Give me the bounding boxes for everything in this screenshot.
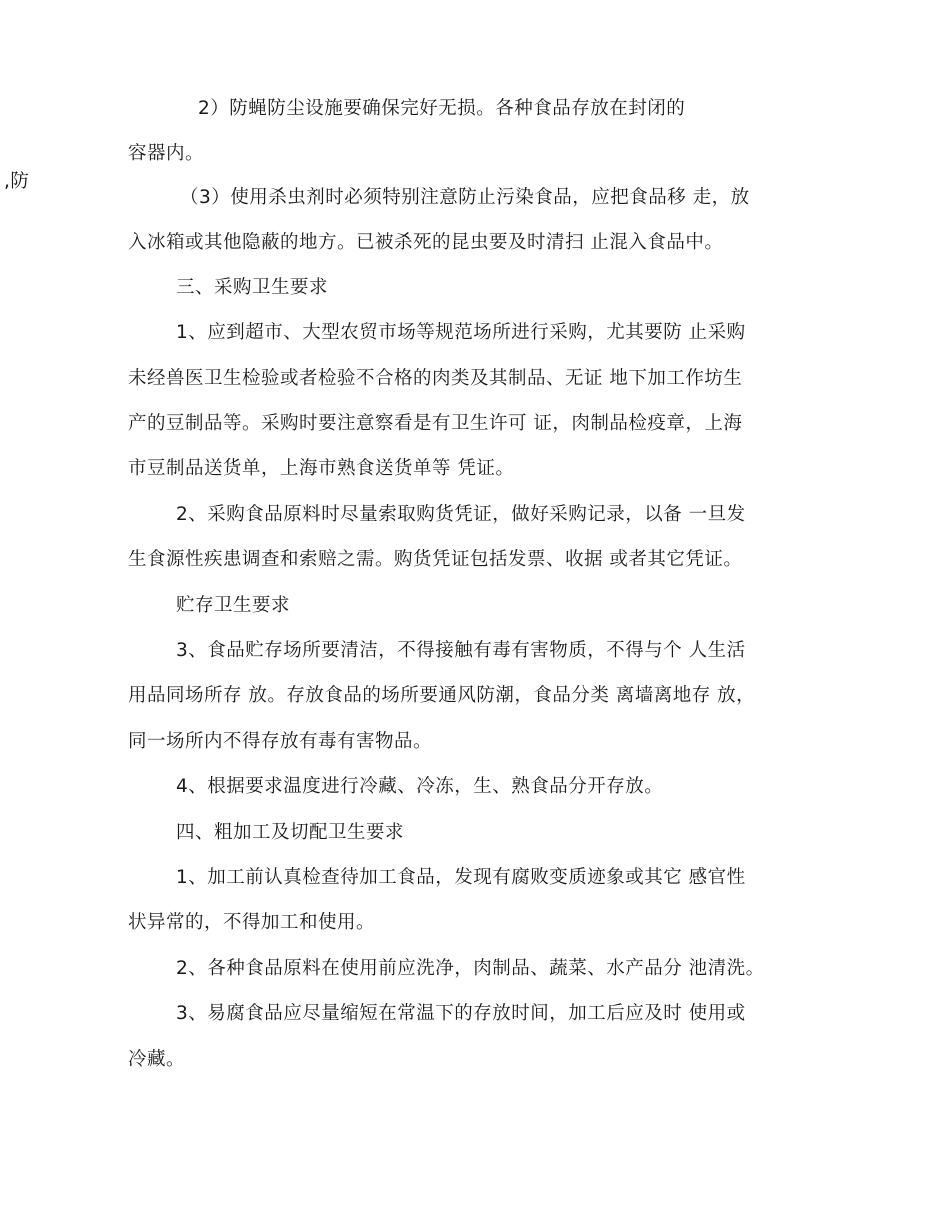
paragraph-line: 入冰箱或其他隐蔽的地方。已被杀死的昆虫要及时清扫 止混入食品中。 xyxy=(128,232,724,253)
paragraph-line: 4、根据要求温度进行冷藏、冷冻，生、熟食品分开存放。 xyxy=(176,776,664,797)
paragraph-line: 状异常的，不得加工和使用。 xyxy=(128,912,376,933)
section-heading: 四、粗加工及切配卫生要求 xyxy=(176,822,405,843)
paragraph-line: 2、各种食品原料在使用前应洗净，肉制品、蔬菜、水产品分 池清洗。 xyxy=(176,958,765,979)
paragraph-line: 用品同场所存 放。存放食品的场所要通风防潮，食品分类 离墙离地存 放， xyxy=(128,685,756,706)
margin-note: ,防 xyxy=(4,171,30,192)
paragraph-line: 市豆制品送货单，上海市熟食送货单等 凭证。 xyxy=(128,458,515,479)
paragraph-line: 未经兽医卫生检验或者检验不合格的肉类及其制品、无证 地下加工作坊生 xyxy=(128,368,743,389)
paragraph-line: 3、易腐食品应尽量缩短在常温下的存放时间，加工后应及时 使用或 xyxy=(176,1003,746,1024)
section-heading: 三、采购卫生要求 xyxy=(176,277,329,298)
paragraph-line: 冷藏。 xyxy=(128,1049,186,1070)
section-heading: 贮存卫生要求 xyxy=(176,595,291,616)
paragraph-line: 3、食品贮存场所要清洁，不得接触有毒有害物质，不得与个 人生活 xyxy=(176,640,746,661)
paragraph-line: 容器内。 xyxy=(128,143,205,164)
paragraph-line: 生食源性疾患调查和索赔之需。购货凭证包括发票、收据 或者其它凭证。 xyxy=(128,549,743,570)
paragraph-line: 1、应到超市、大型农贸市场等规范场所进行采购，尤其要防 止采购 xyxy=(176,322,746,343)
paragraph-line: 1、加工前认真检查待加工食品，发现有腐败变质迹象或其它 感官性 xyxy=(176,867,746,888)
paragraph-line: 2、采购食品原料时尽量索取购货凭证，做好采购记录，以备 一旦发 xyxy=(176,504,746,525)
paragraph-line: 产的豆制品等。采购时要注意察看是有卫生许可 证，肉制品检疫章，上海 xyxy=(128,413,743,434)
paragraph-line: （3）使用杀虫剂时必须特别注意防止污染食品，应把食品移 走，放 xyxy=(180,187,750,208)
paragraph-line: 同一场所内不得存放有毒有害物品。 xyxy=(128,731,433,752)
paragraph-line: 2）防蝇防尘设施要确保完好无损。各种食品存放在封闭的 xyxy=(198,98,686,119)
